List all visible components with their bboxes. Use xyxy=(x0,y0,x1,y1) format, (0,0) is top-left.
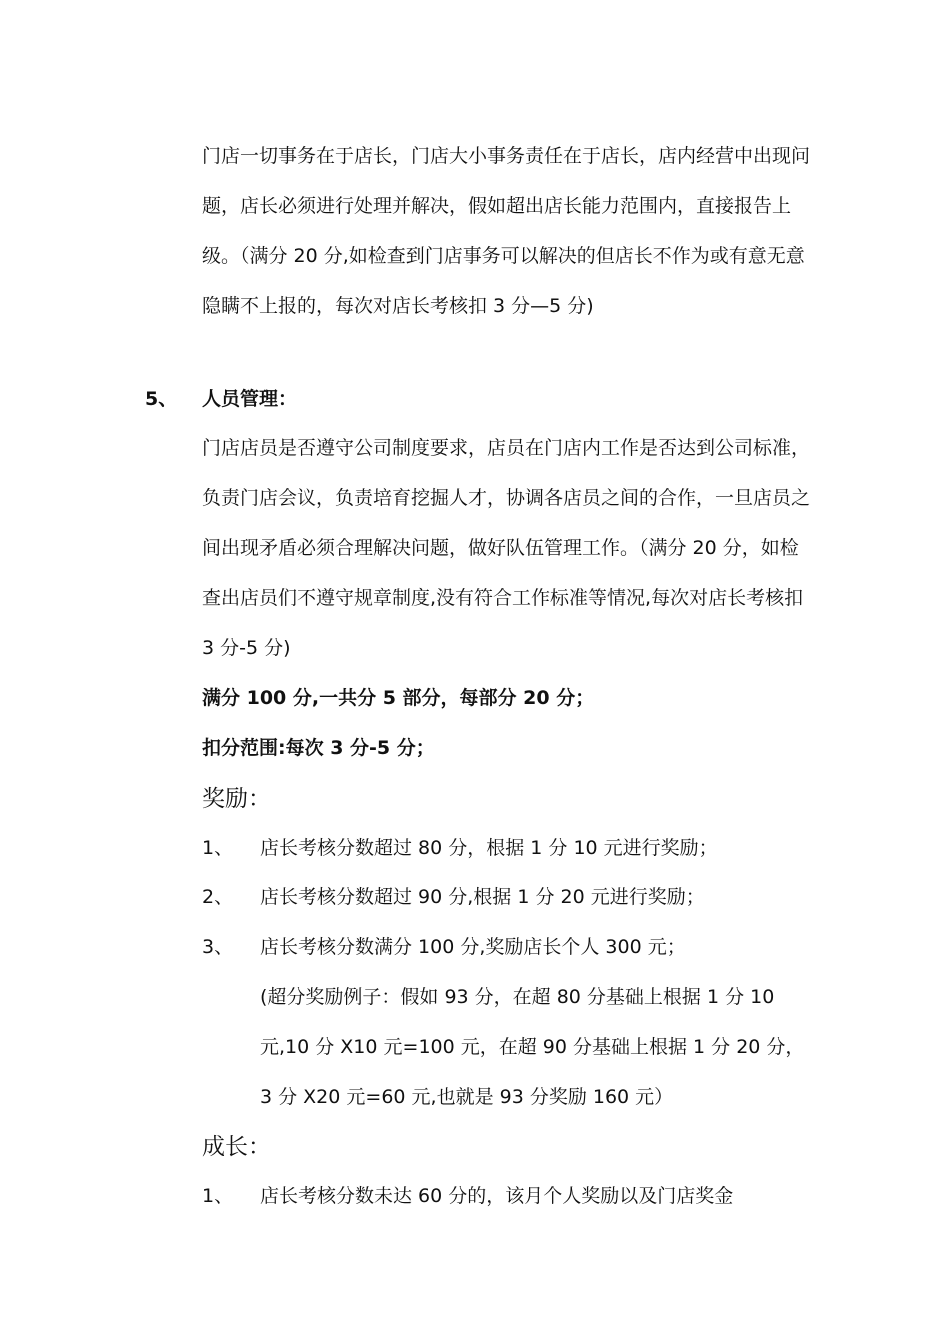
reward-item-number: 2、 xyxy=(202,886,234,908)
reward-item-text: 店长考核分数满分 100 分,奖励店长个人 300 元； xyxy=(260,936,686,958)
growth-item-number: 1、 xyxy=(202,1185,234,1207)
summary-range: 扣分范围:每次 3 分-5 分； xyxy=(202,737,435,759)
reward-item-number: 1、 xyxy=(202,837,234,859)
reward-example: (超分奖励例子：假如 93 分，在超 80 分基础上根据 1 分 10 元,10 分 X10 元=100 元，在超 90 分基础上根据 1 分 20 分，3 分 X20 元=60 元,也就是 93 分奖励 160 元） xyxy=(260,986,805,1108)
reward-item-number: 3、 xyxy=(202,936,234,958)
section5-number: 5、 xyxy=(145,388,178,410)
section5-body: 门店店员是否遵守公司制度要求，店员在门店内工作是否达到公司标准，负责门店会议，负责培育挖掘人才，协调各店员之间的合作，一旦店员之间出现矛盾必须合理解决问题，做好队伍管理工作。（满分 20 分，如检查出店员们不遵守规章制度,没有符合工作标准等情况,每次对店长考核扣 3 分-5 分) xyxy=(202,437,811,659)
growth-heading: 成长： xyxy=(202,1134,271,1160)
reward-heading: 奖励： xyxy=(202,786,271,812)
summary-total: 满分 100 分,一共分 5 部分，每部分 20 分； xyxy=(202,687,595,709)
reward-item-text: 店长考核分数超过 90 分,根据 1 分 20 元进行奖励； xyxy=(260,886,705,908)
section4-body: 门店一切事务在于店长，门店大小事务责任在于店长，店内经营中出现问题，店长必须进行处理并解决，假如超出店长能力范围内，直接报告上级。（满分 20 分,如检查到门店事务可以解决的但店长不作为或有意无意隐瞒不上报的，每次对店长考核扣 3 分—5 分) xyxy=(202,145,811,317)
reward-item-text: 店长考核分数超过 80 分，根据 1 分 10 元进行奖励； xyxy=(260,837,718,859)
section5-title: 人员管理： xyxy=(202,388,298,410)
growth-item-text: 店长考核分数未达 60 分的，该月个人奖励以及门店奖金 xyxy=(260,1185,734,1207)
